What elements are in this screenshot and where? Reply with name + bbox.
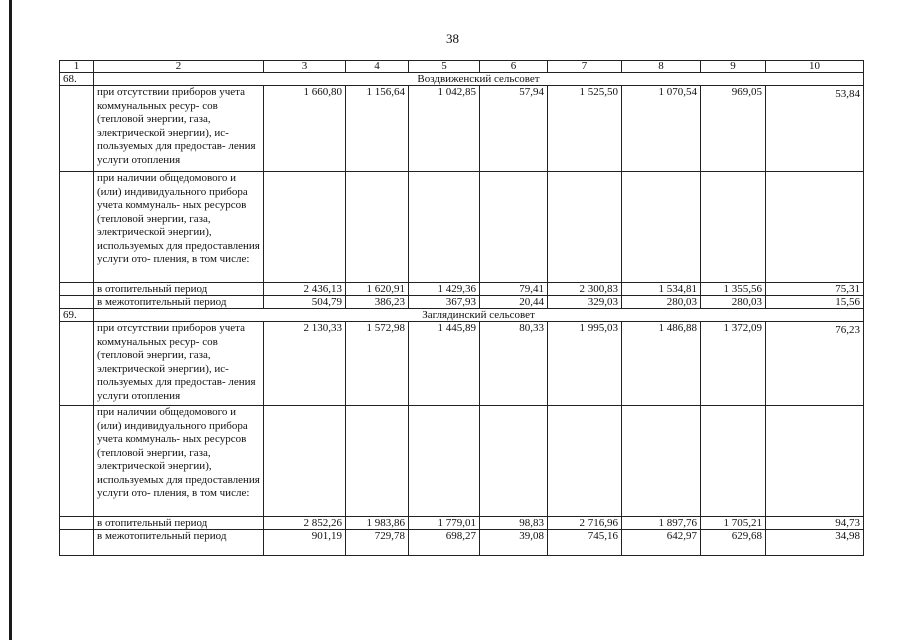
table-cell: 1 486,88 — [622, 322, 701, 406]
table-row — [60, 172, 864, 283]
table-cell: 698,27 — [409, 530, 480, 556]
row-label: в отопительный период — [94, 517, 264, 530]
table-cell: 79,41 — [480, 283, 548, 296]
table-cell: 94,73 — [766, 517, 864, 530]
section-name: Воздвиженский сельсовет — [94, 73, 864, 86]
row-label: в межотопительный период — [94, 530, 264, 556]
row-label: в отопительный период — [94, 283, 264, 296]
column-header: 8 — [622, 61, 701, 73]
table-cell: 2 300,83 — [548, 283, 622, 296]
table-cell: 2 852,26 — [264, 517, 346, 530]
table-cell: 1 525,50 — [548, 86, 622, 172]
table-cell: 2 716,96 — [548, 517, 622, 530]
column-header: 4 — [346, 61, 409, 73]
table-cell: 745,16 — [548, 530, 622, 556]
table-cell: 1 534,81 — [622, 283, 701, 296]
column-header: 3 — [264, 61, 346, 73]
table-cell: 1 042,85 — [409, 86, 480, 172]
table-cell: 969,05 — [701, 86, 766, 172]
table-cell: 280,03 — [622, 296, 701, 309]
table-cell: 1 660,80 — [264, 86, 346, 172]
table-row — [60, 322, 864, 406]
section-number: 69. — [60, 309, 94, 322]
section-name: Заглядинский сельсовет — [94, 309, 864, 322]
table-row — [60, 406, 864, 517]
table-cell: 367,93 — [409, 296, 480, 309]
tariff-table — [59, 60, 864, 556]
table-cell: 1 070,54 — [622, 86, 701, 172]
table-cell: 1 620,91 — [346, 283, 409, 296]
table-row — [60, 296, 864, 309]
table-cell: 1 372,09 — [701, 322, 766, 406]
table-cell: 901,19 — [264, 530, 346, 556]
table-cell: 1 572,98 — [346, 322, 409, 406]
table-cell: 39,08 — [480, 530, 548, 556]
table-cell: 98,83 — [480, 517, 548, 530]
table-cell: 75,31 — [766, 283, 864, 296]
table-cell: 34,98 — [766, 530, 864, 556]
table-cell: 76,23 — [766, 322, 864, 406]
column-header: 7 — [548, 61, 622, 73]
table-cell: 2 130,33 — [264, 322, 346, 406]
row-description: при отсутствии приборов учета коммунальных ресур- сов (тепловой энергии, газа, электрической энергии), ис- пользуемых для предостав- ления услуги отопления — [94, 322, 264, 406]
column-number-row — [60, 61, 864, 73]
section-header-row — [60, 73, 864, 86]
column-header: 5 — [409, 61, 480, 73]
table-row — [60, 86, 864, 172]
table-cell: 1 983,86 — [346, 517, 409, 530]
table-cell: 1 445,89 — [409, 322, 480, 406]
table-cell: 57,94 — [480, 86, 548, 172]
row-description: при наличии общедомового и (или) индивидуального прибора учета коммуналь- ных ресурсов (тепловой энергии, газа, электрической энергии), используемых для предоставления услуги ото- пления, в том числе: — [94, 406, 264, 517]
section-header-row — [60, 309, 864, 322]
table-cell: 1 429,36 — [409, 283, 480, 296]
table-cell: 386,23 — [346, 296, 409, 309]
table-cell: 1 995,03 — [548, 322, 622, 406]
table-cell: 729,78 — [346, 530, 409, 556]
column-header: 1 — [60, 61, 94, 73]
table-cell: 329,03 — [548, 296, 622, 309]
table-cell: 15,56 — [766, 296, 864, 309]
column-header: 10 — [766, 61, 864, 73]
table-row — [60, 530, 864, 556]
table-cell: 1 355,56 — [701, 283, 766, 296]
table-row — [60, 517, 864, 530]
page-number: 38 — [446, 31, 459, 46]
section-number: 68. — [60, 73, 94, 86]
table-cell: 2 436,13 — [264, 283, 346, 296]
row-description: при наличии общедомового и (или) индивидуального прибора учета коммуналь- ных ресурсов (тепловой энергии, газа, электрической энергии), используемых для предоставления услуги ото- пления, в том числе: — [94, 172, 264, 283]
row-label: в межотопительный период — [94, 296, 264, 309]
table-cell: 1 897,76 — [622, 517, 701, 530]
table-cell: 80,33 — [480, 322, 548, 406]
table-cell: 1 779,01 — [409, 517, 480, 530]
table-cell: 280,03 — [701, 296, 766, 309]
table-cell: 1 705,21 — [701, 517, 766, 530]
table-cell: 629,68 — [701, 530, 766, 556]
table-cell: 20,44 — [480, 296, 548, 309]
table-cell: 642,97 — [622, 530, 701, 556]
column-header: 9 — [701, 61, 766, 73]
table-cell: 1 156,64 — [346, 86, 409, 172]
table-cell: 53,84 — [766, 86, 864, 172]
column-header: 6 — [480, 61, 548, 73]
table-cell: 504,79 — [264, 296, 346, 309]
row-description: при отсутствии приборов учета коммунальных ресур- сов (тепловой энергии, газа, электрической энергии), ис- пользуемых для предостав- ления услуги отопления — [94, 86, 264, 172]
column-header: 2 — [94, 61, 264, 73]
table-row — [60, 283, 864, 296]
page-edge-bar — [9, 0, 12, 640]
